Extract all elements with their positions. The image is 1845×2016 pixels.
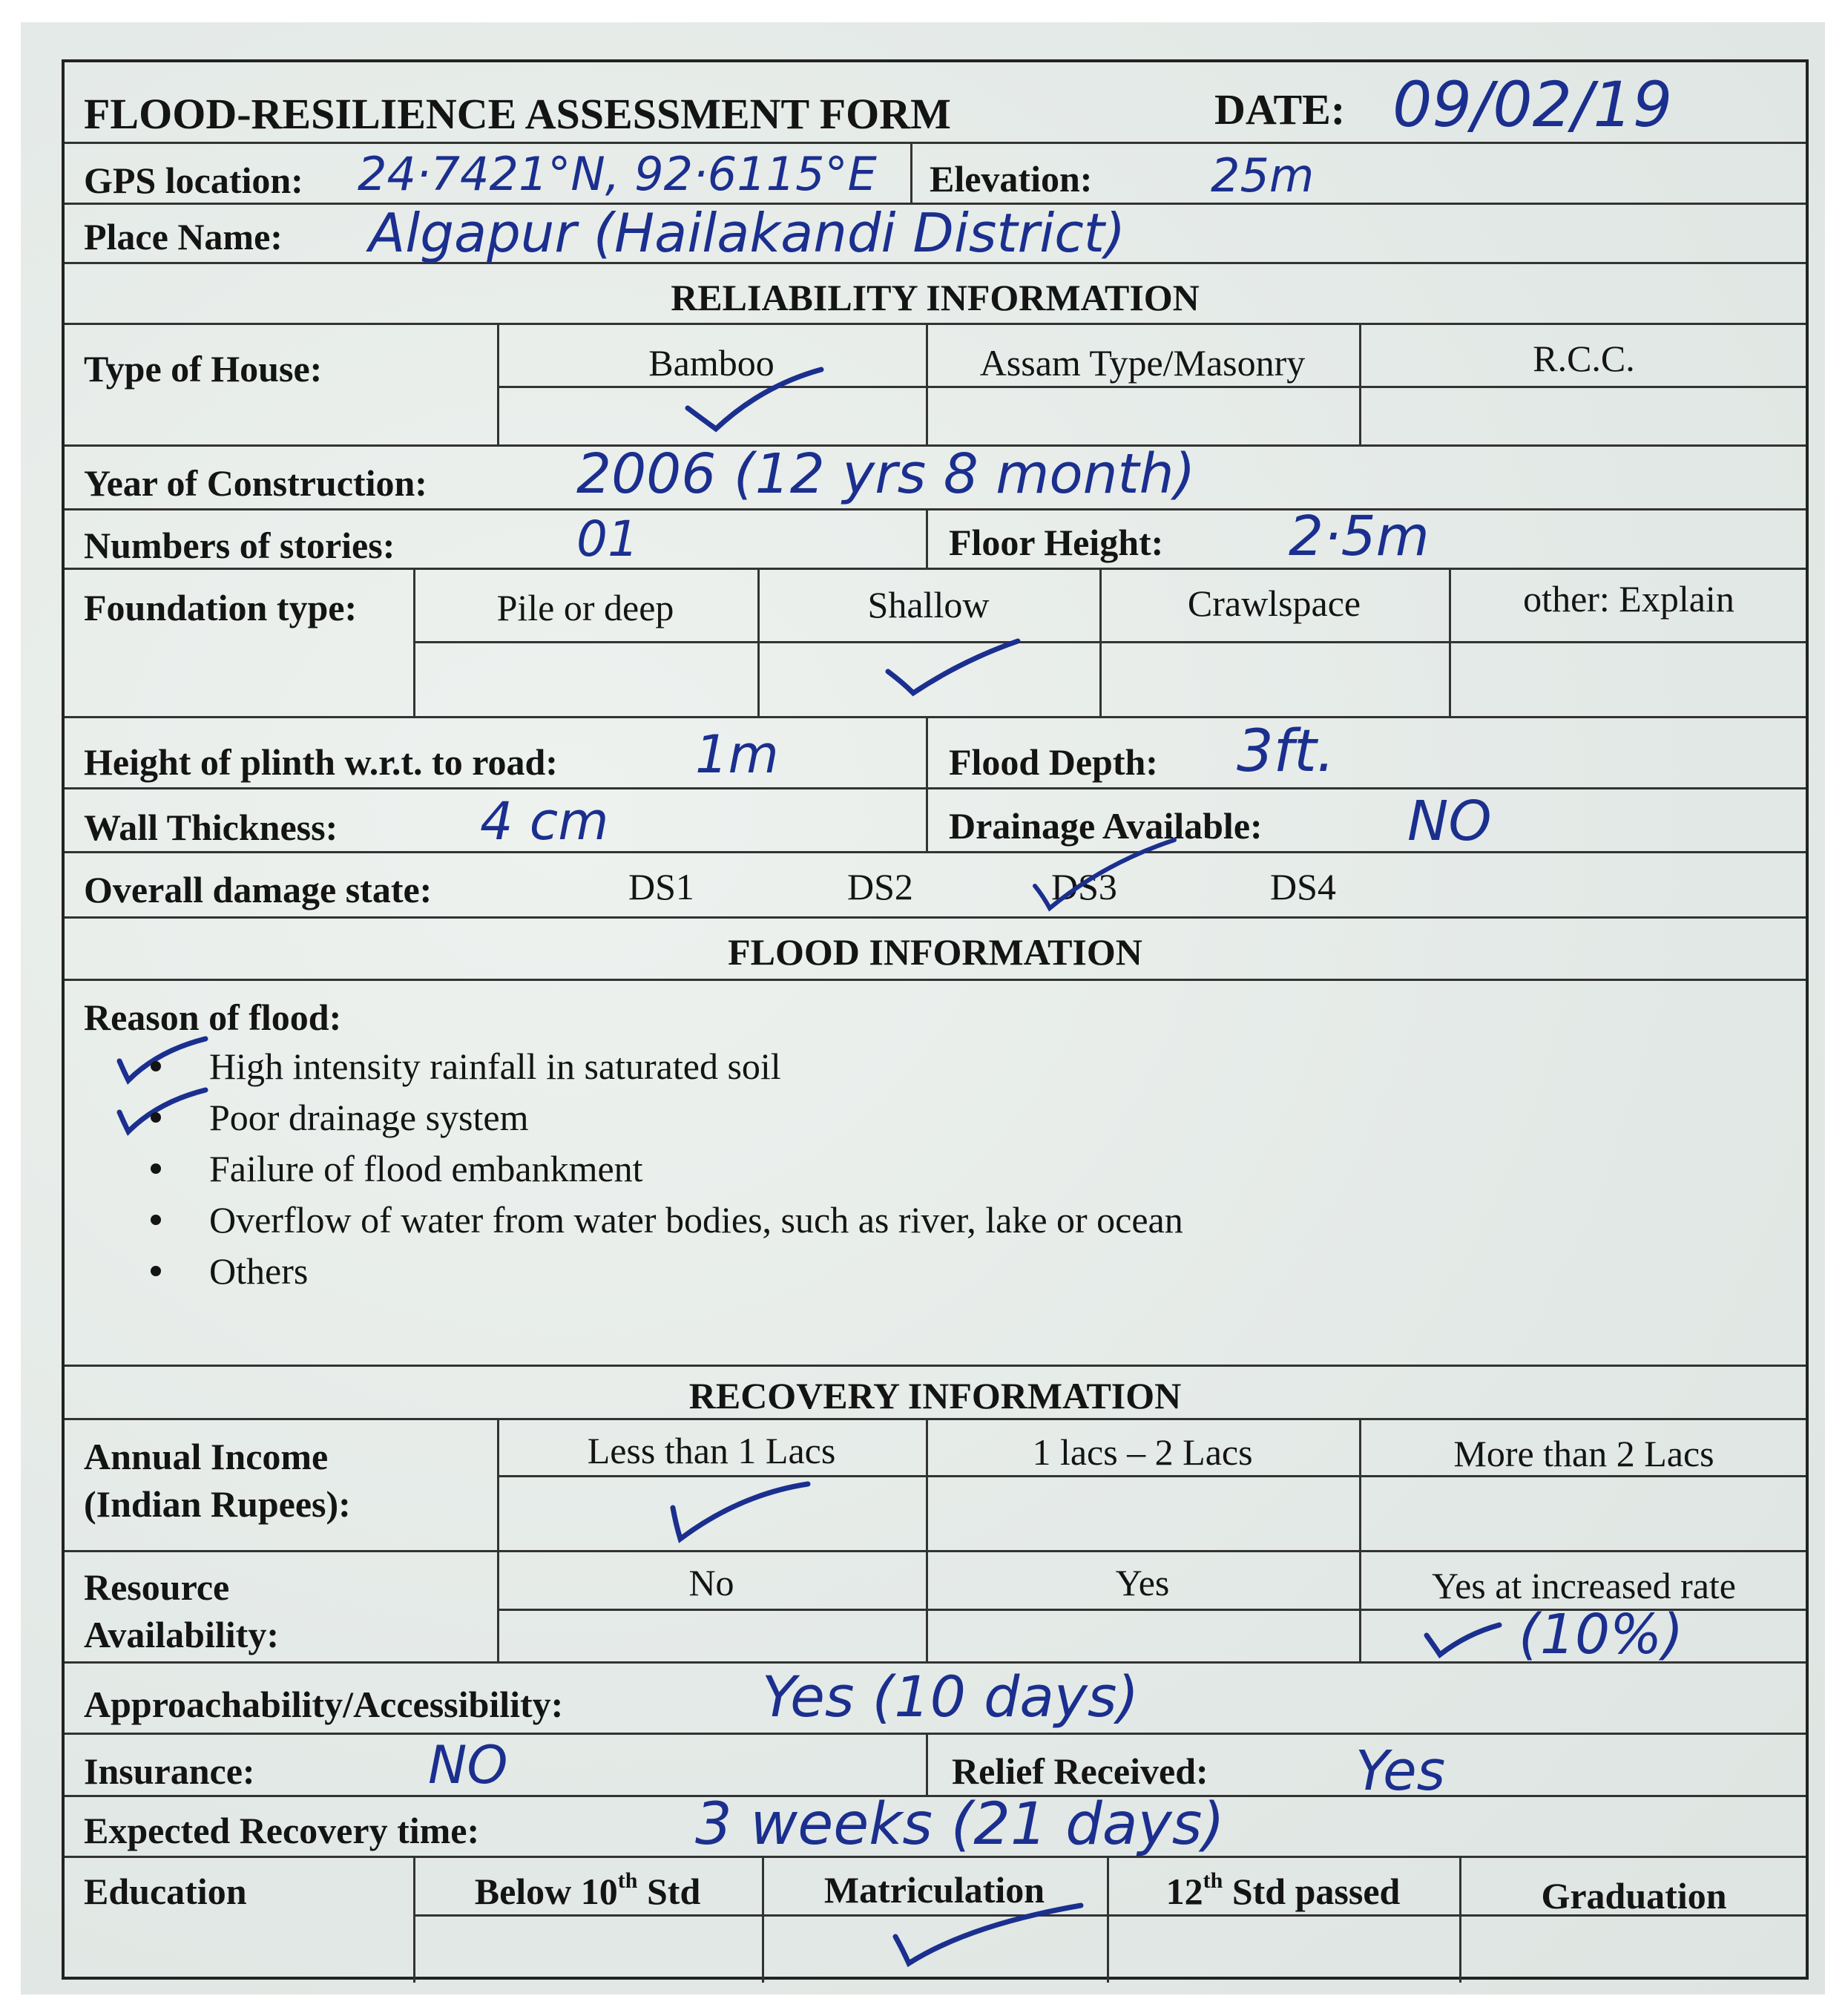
- reason-item: [65, 1144, 1771, 1193]
- damage-ds2: DS2: [847, 866, 913, 907]
- resource-yes: Yes: [1115, 1562, 1170, 1603]
- education-below-10: [413, 1868, 762, 1913]
- access-value[interactable]: Yes (10 days): [762, 1664, 1139, 1730]
- recovery-time-row: [65, 1791, 1806, 1858]
- insurance-value[interactable]: NO: [428, 1735, 508, 1796]
- house-type-row: [65, 325, 1806, 447]
- flood-heading-row: [65, 919, 1806, 981]
- reason-item: [65, 1042, 1771, 1091]
- access-label: Approachability/Accessibility:: [84, 1684, 564, 1725]
- reason-text: High intensity rainfall in saturated soil: [209, 1045, 781, 1087]
- foundation-shallow: Shallow: [867, 584, 990, 626]
- house-type-label: Type of House:: [84, 348, 323, 390]
- wall-row: [65, 789, 1806, 853]
- year-row: [65, 442, 1806, 510]
- relief-value[interactable]: Yes: [1355, 1739, 1446, 1803]
- bullet-icon: [151, 1163, 161, 1174]
- resource-note[interactable]: (10%): [1519, 1603, 1684, 1667]
- resource-label-line1: Resource: [84, 1566, 230, 1608]
- reason-item: [65, 1195, 1771, 1244]
- place-value[interactable]: Algapur (Hailakandi District): [369, 202, 1126, 264]
- gps-label: GPS location:: [84, 160, 303, 201]
- superscript: th: [1203, 1868, 1223, 1893]
- reliability-heading-row: [65, 264, 1806, 325]
- flood-reason-row: [65, 981, 1806, 1367]
- checkmark-icon[interactable]: [114, 1031, 210, 1091]
- education-below-10-tail: Std: [637, 1871, 701, 1912]
- house-type-rcc: R.C.C.: [1533, 338, 1635, 379]
- bullet-icon: [151, 1112, 161, 1123]
- reason-text: Others: [209, 1250, 309, 1292]
- form-paper: [21, 22, 1825, 1994]
- damage-ds1: DS1: [628, 866, 694, 907]
- date-label: DATE:: [1214, 85, 1346, 134]
- reason-text: Poor drainage system: [209, 1097, 529, 1138]
- flood-depth-label: Flood Depth:: [949, 741, 1158, 783]
- insurance-row: [65, 1735, 1806, 1803]
- reliability-heading: RELIABILITY INFORMATION: [671, 277, 1200, 318]
- stories-value[interactable]: 01: [576, 510, 639, 568]
- divider: [413, 641, 1806, 643]
- gps-row: [65, 144, 1806, 205]
- foundation-row: [65, 570, 1806, 718]
- house-type-bamboo: Bamboo: [648, 342, 774, 384]
- floor-height-value[interactable]: 2·5m: [1289, 505, 1430, 568]
- access-row: [65, 1664, 1806, 1735]
- wall-value[interactable]: 4 cm: [480, 791, 609, 852]
- relief-label: Relief Received:: [952, 1750, 1208, 1792]
- insurance-label: Insurance:: [84, 1750, 255, 1792]
- recovery-heading: RECOVERY INFORMATION: [688, 1375, 1182, 1416]
- education-12th-text: 12: [1165, 1871, 1203, 1912]
- divider: [926, 789, 928, 853]
- resource-no: No: [688, 1562, 734, 1603]
- elevation-value[interactable]: 25m: [1211, 148, 1315, 203]
- bullet-icon: [151, 1061, 161, 1071]
- income-label-line1: Annual Income: [84, 1436, 329, 1477]
- education-label: Education: [84, 1871, 247, 1912]
- divider: [926, 510, 928, 570]
- plinth-row: [65, 718, 1806, 789]
- education-graduation: Graduation: [1541, 1875, 1727, 1917]
- house-type-masonry: Assam Type/Masonry: [979, 342, 1306, 384]
- income-label-line2: (Indian Rupees):: [84, 1483, 351, 1525]
- drainage-value[interactable]: NO: [1407, 789, 1492, 853]
- education-12th-tail: Std passed: [1223, 1871, 1401, 1912]
- checkmark-icon[interactable]: [680, 364, 829, 438]
- gps-value[interactable]: 24·7421°N, 92·6115°E: [358, 147, 877, 201]
- year-label: Year of Construction:: [84, 462, 427, 504]
- elevation-label: Elevation:: [930, 158, 1093, 200]
- plinth-label: Height of plinth w.r.t. to road:: [84, 741, 558, 783]
- resource-yes-increased: Yes at increased rate: [1431, 1565, 1737, 1606]
- place-label: Place Name:: [84, 216, 283, 257]
- superscript: th: [617, 1868, 638, 1893]
- year-value[interactable]: 2006 (12 yrs 8 month): [576, 442, 1196, 506]
- recovery-time-label: Expected Recovery time:: [84, 1810, 480, 1851]
- place-row: [65, 202, 1806, 264]
- resource-label-line2: Availability:: [84, 1614, 279, 1655]
- checkmark-icon[interactable]: [1422, 1618, 1504, 1662]
- checkmark-icon[interactable]: [114, 1083, 210, 1142]
- reason-text: Failure of flood embankment: [209, 1148, 643, 1189]
- foundation-label: Foundation type:: [84, 587, 358, 628]
- reason-item: [65, 1247, 1771, 1296]
- resource-row: [65, 1552, 1806, 1667]
- reason-label: Reason of flood:: [84, 996, 342, 1038]
- reason-item: [65, 1093, 1771, 1142]
- checkmark-icon[interactable]: [1029, 834, 1177, 916]
- flood-depth-value[interactable]: 3ft.: [1237, 718, 1335, 785]
- foundation-pile: Pile or deep: [496, 587, 674, 628]
- checkmark-icon[interactable]: [881, 631, 1029, 705]
- income-less-1-lac: Less than 1 Lacs: [587, 1430, 836, 1471]
- education-12th: [1107, 1868, 1459, 1913]
- assessment-form: [62, 59, 1809, 1980]
- damage-ds4: DS4: [1270, 866, 1336, 907]
- damage-label: Overall damage state:: [84, 869, 433, 910]
- education-row: [65, 1858, 1806, 1983]
- stories-label: Numbers of stories:: [84, 525, 395, 566]
- education-below-10-text: Below 10: [474, 1871, 618, 1912]
- divider: [926, 718, 928, 789]
- damage-ds3: DS3: [1051, 866, 1117, 907]
- checkmark-icon[interactable]: [851, 1880, 1088, 1969]
- stories-row: [65, 505, 1806, 570]
- flood-heading: FLOOD INFORMATION: [728, 931, 1142, 973]
- divider: [910, 144, 912, 205]
- checkmark-icon[interactable]: [665, 1472, 814, 1546]
- plinth-value[interactable]: 1m: [695, 724, 779, 785]
- recovery-time-value[interactable]: 3 weeks (21 days): [695, 1791, 1225, 1858]
- form-title: FLOOD-RESILIENCE ASSESSMENT FORM: [84, 90, 951, 138]
- bullet-icon: [151, 1215, 161, 1225]
- income-1-2-lacs: 1 lacs – 2 Lacs: [1032, 1431, 1253, 1473]
- title-row: [65, 62, 1806, 144]
- income-row: [65, 1420, 1806, 1552]
- floor-height-label: Floor Height:: [949, 522, 1164, 563]
- reason-text: Overflow of water from water bodies, such as river, lake or ocean: [209, 1199, 1183, 1241]
- foundation-other: other: Explain: [1523, 578, 1734, 620]
- damage-row: [65, 853, 1806, 919]
- date-value[interactable]: 09/02/19: [1392, 68, 1673, 141]
- education-matriculation: Matriculation: [823, 1869, 1045, 1911]
- drainage-label: Drainage Available:: [949, 805, 1263, 847]
- income-more-2-lacs: More than 2 Lacs: [1453, 1433, 1714, 1474]
- bullet-icon: [151, 1266, 161, 1276]
- recovery-heading-row: [65, 1367, 1806, 1420]
- divider: [926, 1735, 928, 1797]
- foundation-crawlspace: Crawlspace: [1187, 582, 1361, 624]
- wall-label: Wall Thickness:: [84, 807, 338, 848]
